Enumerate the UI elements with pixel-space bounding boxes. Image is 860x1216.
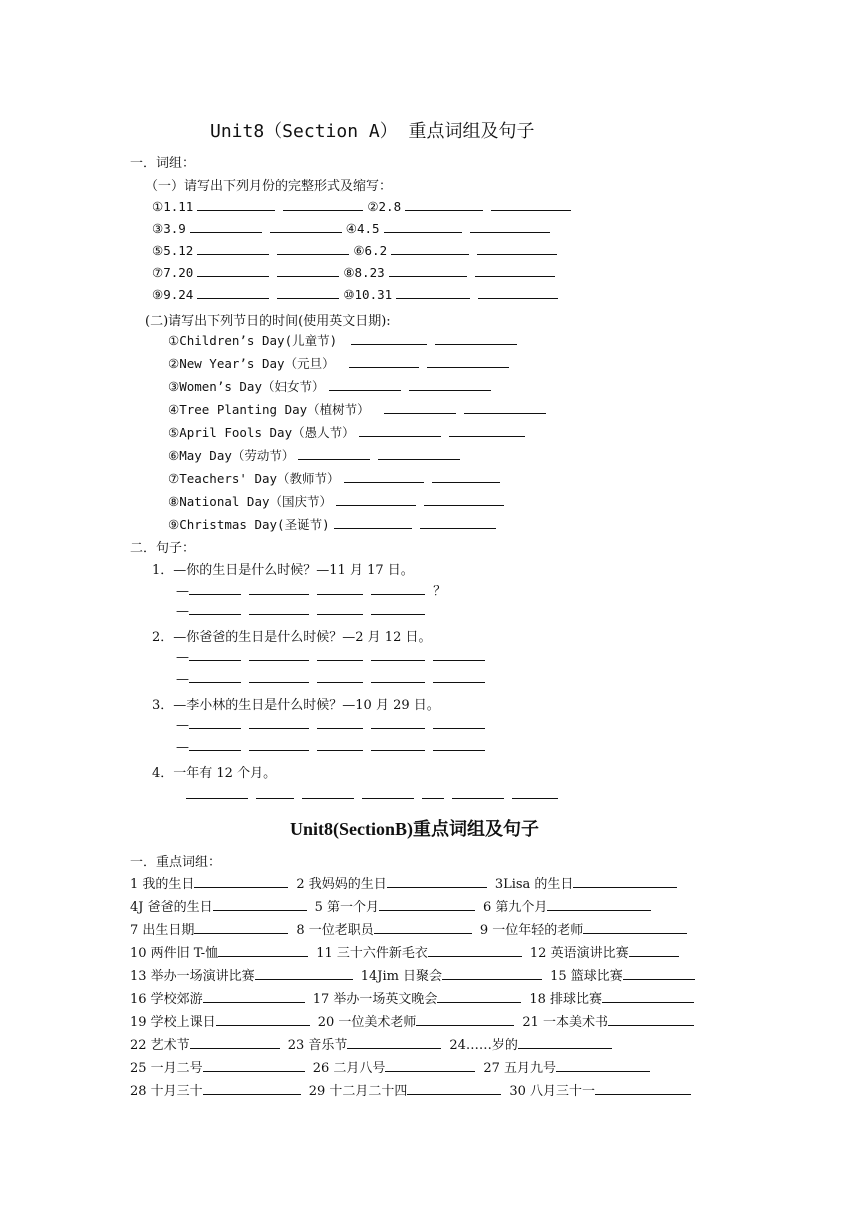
answer-blank[interactable] — [249, 738, 309, 751]
answer-blank[interactable] — [547, 898, 651, 911]
festival-row — [168, 376, 495, 398]
answer-blank[interactable] — [203, 1082, 301, 1095]
festival-label: ①Children’s Day(儿童节) — [168, 333, 338, 348]
phrase-label: 19 学校上课日 — [130, 1015, 216, 1030]
answer-blank[interactable] — [409, 378, 491, 391]
answer-blank[interactable] — [344, 470, 424, 483]
answer-blank[interactable] — [602, 990, 694, 1003]
answer-blank[interactable] — [194, 921, 288, 934]
month-label: ⑧8.23 — [343, 265, 385, 280]
page-title-section-b: Unit8(SectionB)重点词组及句子 — [290, 819, 539, 839]
answer-blank[interactable] — [371, 648, 425, 661]
dash: — — [176, 718, 189, 733]
answer-blank[interactable] — [371, 670, 425, 683]
subsection-2-heading: (二)请写出下列节日的时间(使用英文日期): — [145, 314, 391, 329]
answer-blank[interactable] — [216, 1013, 310, 1026]
answer-blank[interactable] — [384, 220, 462, 233]
answer-blank[interactable] — [203, 990, 305, 1003]
answer-blank[interactable] — [359, 424, 441, 437]
answer-blank[interactable] — [435, 332, 517, 345]
answer-blank[interactable] — [336, 493, 416, 506]
phrase-row — [130, 873, 685, 892]
dash: — — [176, 672, 189, 687]
subsection-1-heading: （一）请写出下列月份的完整形式及缩写： — [145, 179, 393, 194]
month-label: ⑤5.12 — [152, 243, 194, 258]
answer-blank[interactable] — [317, 670, 363, 683]
answer-blank[interactable] — [317, 716, 363, 729]
month-row — [152, 196, 575, 218]
festival-label: ⑤April Fools Day（愚人节） — [168, 425, 355, 440]
phrase-label: 27 五月九号 — [483, 1061, 557, 1076]
answer-blank[interactable] — [374, 921, 472, 934]
section-1-heading: 一．词组： — [130, 156, 196, 171]
answer-blank[interactable] — [518, 1036, 612, 1049]
answer-blank[interactable] — [194, 875, 288, 888]
answer-blank[interactable] — [416, 1013, 514, 1026]
answer-blank[interactable] — [432, 470, 500, 483]
phrase-label: 30 八月三十一 — [509, 1084, 596, 1099]
answer-blank[interactable] — [249, 670, 309, 683]
answer-blank[interactable] — [189, 738, 241, 751]
answer-blank[interactable] — [189, 602, 241, 615]
sentence-prompt: 1．—你的生日是什么时候？—11 月 17 日。 — [152, 563, 414, 578]
answer-blank[interactable] — [464, 401, 546, 414]
answer-blank[interactable] — [420, 516, 496, 529]
answer-blank[interactable] — [407, 1082, 501, 1095]
answer-blank[interactable] — [442, 967, 542, 980]
answer-blank[interactable] — [329, 378, 401, 391]
sentence-prompt: 4．一年有 12 个月。 — [152, 766, 277, 781]
answer-blank[interactable] — [302, 786, 354, 799]
section-b-heading: 一．重点词组： — [130, 855, 222, 870]
answer-blank[interactable] — [277, 286, 339, 299]
festival-row — [168, 422, 529, 444]
answer-blank[interactable] — [449, 424, 525, 437]
festival-label: ⑥May Day（劳动节） — [168, 448, 295, 463]
month-label: ①1.11 — [152, 199, 194, 214]
phrase-row — [130, 1057, 658, 1076]
dash: — — [176, 584, 189, 599]
answer-blank[interactable] — [317, 738, 363, 751]
phrase-label: 12 英语演讲比赛 — [529, 946, 629, 961]
month-label: ②2.8 — [367, 199, 402, 214]
phrase-label: 1 我的生日 — [130, 877, 195, 892]
answer-blank[interactable] — [347, 1036, 441, 1049]
phrase-label: 24……岁的 — [449, 1038, 518, 1053]
answer-blank[interactable] — [362, 786, 414, 799]
phrase-label: 20 一位美术老师 — [317, 1015, 417, 1030]
answer-blank[interactable] — [283, 198, 363, 211]
answer-blank[interactable] — [371, 716, 425, 729]
festival-row — [168, 445, 464, 467]
answer-blank[interactable] — [428, 944, 522, 957]
phrase-label: 4J 爸爸的生日 — [130, 900, 213, 915]
answer-blank[interactable] — [433, 670, 485, 683]
month-label: ⑦7.20 — [152, 265, 194, 280]
answer-blank[interactable] — [351, 332, 427, 345]
phrase-row — [130, 1011, 702, 1030]
answer-blank[interactable] — [213, 898, 307, 911]
phrase-label: 2 我妈妈的生日 — [296, 877, 387, 892]
answer-blank[interactable] — [452, 786, 504, 799]
answer-blank[interactable] — [371, 738, 425, 751]
answer-blank[interactable] — [189, 582, 241, 595]
month-label: ⑨9.24 — [152, 287, 194, 302]
section-2-heading: 二．句子： — [130, 541, 196, 556]
festival-label: ⑧National Day（国庆节） — [168, 494, 333, 509]
answer-blank[interactable] — [477, 242, 557, 255]
answer-blank[interactable] — [277, 264, 339, 277]
phrase-label: 23 音乐节 — [287, 1038, 348, 1053]
phrase-label: 5 第一个月 — [314, 900, 380, 915]
phrase-label: 3Lisa 的生日 — [494, 877, 574, 892]
answer-line — [176, 738, 489, 755]
answer-blank[interactable] — [556, 1059, 650, 1072]
answer-blank[interactable] — [249, 582, 309, 595]
phrase-label: 18 排球比赛 — [529, 992, 603, 1007]
phrase-label: 14Jim 日聚会 — [360, 969, 443, 984]
answer-blank[interactable] — [190, 220, 262, 233]
answer-blank[interactable] — [491, 198, 571, 211]
festival-row — [168, 468, 504, 490]
answer-blank[interactable] — [433, 738, 485, 751]
phrase-row — [130, 1080, 699, 1099]
phrase-row — [130, 942, 687, 961]
phrase-label: 29 十二月二十四 — [308, 1084, 408, 1099]
phrase-label: 10 两件旧 T-恤 — [130, 946, 219, 961]
answer-blank[interactable] — [378, 447, 460, 460]
phrase-row — [130, 919, 695, 938]
answer-blank[interactable] — [433, 648, 485, 661]
answer-blank[interactable] — [475, 264, 555, 277]
answer-blank[interactable] — [405, 198, 483, 211]
festival-row — [168, 399, 550, 421]
phrase-row — [130, 965, 703, 984]
phrase-label: 17 举办一场英文晚会 — [312, 992, 438, 1007]
answer-blank[interactable] — [512, 786, 558, 799]
phrase-label: 7 出生日期 — [130, 923, 195, 938]
answer-blank[interactable] — [277, 242, 349, 255]
answer-blank[interactable] — [249, 648, 309, 661]
answer-blank[interactable] — [349, 355, 419, 368]
answer-blank[interactable] — [391, 242, 469, 255]
answer-blank[interactable] — [371, 582, 425, 595]
month-label: ⑩10.31 — [343, 287, 393, 302]
answer-blank[interactable] — [608, 1013, 694, 1026]
answer-blank[interactable] — [317, 648, 363, 661]
answer-line — [176, 648, 489, 665]
answer-blank[interactable] — [189, 648, 241, 661]
answer-blank[interactable] — [189, 670, 241, 683]
phrase-label: 25 一月二号 — [130, 1061, 203, 1076]
answer-blank[interactable] — [573, 875, 677, 888]
month-label: ④4.5 — [345, 221, 380, 236]
month-row — [152, 240, 561, 262]
festival-label: ③Women’s Day（妇女节） — [168, 379, 325, 394]
answer-blank[interactable] — [197, 286, 269, 299]
answer-blank[interactable] — [197, 198, 275, 211]
phrase-label: 26 二月八号 — [312, 1061, 386, 1076]
month-label: ③3.9 — [152, 221, 186, 236]
phrase-row — [130, 988, 702, 1007]
dash: — — [176, 604, 189, 619]
month-row — [152, 218, 554, 240]
answer-blank[interactable] — [190, 1036, 280, 1049]
answer-blank[interactable] — [317, 582, 363, 595]
answer-blank[interactable] — [422, 786, 444, 799]
answer-blank[interactable] — [189, 716, 241, 729]
answer-blank[interactable] — [317, 602, 363, 615]
answer-blank[interactable] — [249, 716, 309, 729]
answer-line — [186, 786, 562, 803]
answer-blank[interactable] — [197, 242, 269, 255]
answer-blank[interactable] — [629, 944, 679, 957]
page-title-section-a: Unit8（Section A） 重点词组及句子 — [210, 121, 535, 142]
phrase-label: 13 举办一场演讲比赛 — [130, 969, 255, 984]
answer-blank[interactable] — [384, 401, 456, 414]
answer-blank[interactable] — [203, 1059, 305, 1072]
answer-blank[interactable] — [255, 967, 353, 980]
festival-label: ④Tree Planting Day（植树节） — [168, 402, 370, 417]
answer-blank[interactable] — [270, 220, 342, 233]
festival-row — [168, 514, 500, 536]
phrase-label: 11 三十六件新毛衣 — [316, 946, 428, 961]
answer-blank[interactable] — [583, 921, 687, 934]
answer-line — [176, 580, 446, 599]
festival-row — [168, 353, 513, 375]
phrase-label: 21 一本美术书 — [522, 1015, 609, 1030]
festival-row — [168, 491, 508, 513]
answer-blank[interactable] — [371, 602, 425, 615]
phrase-label: 16 学校郊游 — [130, 992, 203, 1007]
answer-blank[interactable] — [427, 355, 509, 368]
phrase-label: 15 篮球比赛 — [550, 969, 623, 984]
month-row — [152, 262, 559, 284]
answer-blank[interactable] — [433, 716, 485, 729]
answer-blank[interactable] — [389, 264, 467, 277]
answer-line — [176, 602, 429, 619]
answer-blank[interactable] — [478, 286, 558, 299]
festival-label: ⑨Christmas Day(圣诞节) — [168, 517, 330, 532]
month-label: ⑥6.2 — [353, 243, 388, 258]
phrase-label: 9 一位年轻的老师 — [479, 923, 584, 938]
answer-blank[interactable] — [218, 944, 308, 957]
answer-blank[interactable] — [249, 602, 309, 615]
month-row — [152, 284, 562, 306]
answer-blank[interactable] — [334, 516, 412, 529]
phrase-label: 6 第九个月 — [483, 900, 548, 915]
answer-blank[interactable] — [595, 1082, 691, 1095]
answer-blank[interactable] — [256, 786, 294, 799]
phrase-label: 8 一位老职员 — [296, 923, 374, 938]
phrase-label: 28 十月三十 — [130, 1084, 203, 1099]
festival-row — [168, 330, 521, 352]
phrase-row — [130, 896, 659, 915]
answer-blank[interactable] — [387, 875, 487, 888]
sentence-prompt: 2．—你爸爸的生日是什么时候？—2 月 12 日。 — [152, 630, 432, 645]
answer-blank[interactable] — [437, 990, 521, 1003]
answer-blank[interactable] — [470, 220, 550, 233]
answer-blank[interactable] — [424, 493, 504, 506]
answer-blank[interactable] — [396, 286, 470, 299]
answer-blank[interactable] — [623, 967, 695, 980]
answer-blank[interactable] — [197, 264, 269, 277]
phrase-label: 22 艺术节 — [130, 1038, 190, 1053]
answer-blank[interactable] — [379, 898, 475, 911]
festival-label: ⑦Teachers' Day（教师节） — [168, 471, 340, 486]
answer-blank[interactable] — [385, 1059, 475, 1072]
answer-line — [176, 716, 489, 733]
answer-blank[interactable] — [186, 786, 248, 799]
festival-label: ②New Year’s Day（元旦） — [168, 356, 335, 371]
dash: — — [176, 650, 189, 665]
dash: — — [176, 740, 189, 755]
phrase-row — [130, 1034, 620, 1053]
sentence-prompt: 3．—李小林的生日是什么时候？—10 月 29 日。 — [152, 698, 440, 713]
question-mark: ？ — [433, 584, 447, 599]
answer-blank[interactable] — [298, 447, 370, 460]
answer-line — [176, 670, 489, 687]
